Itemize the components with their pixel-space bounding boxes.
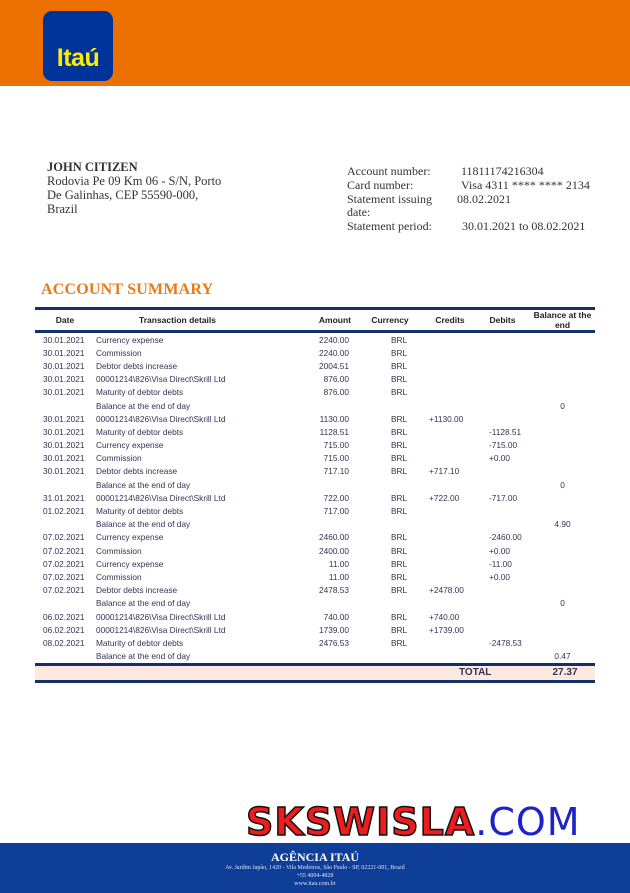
cell-debits: -2460.00: [489, 532, 522, 543]
total-row: [35, 666, 595, 680]
transaction-row: [35, 333, 595, 346]
card-number-value: Visa 4311 **** **** 2134: [461, 177, 590, 192]
cell-balance: 0.47: [554, 651, 571, 662]
cell-credits: +2478.00: [429, 585, 464, 596]
cell-date: 07.02.2021: [43, 545, 85, 556]
cell-details: Commission: [96, 453, 142, 464]
footer-agency-name: AGÊNCIA ITAÚ: [270, 850, 360, 864]
account-number-label: Account number:: [347, 164, 431, 178]
customer-address-line-3: Brazil: [47, 202, 78, 216]
cell-credits: [425, 557, 475, 570]
cell-amount: 717.00: [323, 506, 349, 517]
cell-balance: [530, 373, 595, 386]
cell-debits: [475, 465, 530, 478]
cell-details: Debtor debts increase: [96, 360, 178, 371]
cell-currency: BRL: [391, 360, 408, 371]
cell-debits: [475, 399, 530, 412]
cell-amount: 1130.00: [319, 413, 349, 424]
cell-amount: 11.00: [328, 571, 349, 582]
cell-details: Commission: [96, 571, 142, 582]
cell-debits: [475, 478, 530, 491]
cell-details: Balance at the end of day: [96, 598, 191, 609]
cell-currency: BRL: [391, 387, 408, 398]
cell-credits: [425, 386, 475, 399]
cell-credits: [425, 439, 475, 452]
card-number-row: [347, 179, 590, 193]
cell-credits: [425, 504, 475, 517]
cell-details: Maturity of debtor debts: [96, 387, 184, 398]
cell-balance: [530, 531, 595, 544]
transaction-row: [35, 465, 595, 478]
transaction-row: [35, 531, 595, 544]
cell-balance: [530, 504, 595, 517]
footer-website[interactable]: www.itau.com.br: [294, 881, 336, 887]
cell-date: 07.02.2021: [43, 558, 85, 569]
cell-credits: +740.00: [429, 611, 460, 622]
column-header-credits: Credits: [435, 315, 465, 325]
itau-logo: [43, 11, 113, 81]
cell-debits: [475, 346, 530, 359]
column-header-details: Transaction details: [139, 315, 216, 325]
cell-currency: BRL: [391, 440, 408, 451]
cell-credits: [425, 346, 475, 359]
account-summary-title: ACCOUNT SUMMARY: [41, 281, 214, 298]
cell-amount: [260, 597, 355, 610]
cell-credits: [425, 597, 475, 610]
footer: [0, 843, 630, 893]
cell-debits: [475, 623, 530, 636]
cell-date: [35, 478, 95, 491]
cell-date: 07.02.2021: [43, 585, 85, 596]
cell-amount: 715.00: [323, 440, 349, 451]
balance-row: [35, 650, 595, 663]
transaction-row: [35, 425, 595, 438]
cell-credits: [425, 650, 475, 663]
cell-balance: 0: [560, 598, 565, 609]
cell-details: Currency expense: [96, 440, 164, 451]
cell-date: [35, 597, 95, 610]
cell-credits: +717.10: [429, 466, 460, 477]
cell-balance: [530, 425, 595, 438]
cell-details: Maturity of debtor debts: [96, 637, 184, 648]
table-bottom-rule: [35, 680, 595, 683]
cell-balance: [530, 346, 595, 359]
cell-currency: BRL: [391, 453, 408, 464]
cell-amount: 2476.53: [319, 637, 349, 648]
cell-amount: 2004.51: [319, 360, 349, 371]
column-header-currency: Currency: [371, 315, 409, 325]
cell-amount: 2240.00: [319, 347, 349, 358]
cell-balance: 0: [560, 479, 565, 490]
cell-details: Maturity of debtor debts: [96, 506, 184, 517]
watermark: [246, 800, 581, 844]
transactions-table: [35, 310, 595, 330]
cell-currency: [355, 597, 425, 610]
customer-name: JOHN CITIZEN: [47, 160, 138, 174]
cell-credits: +722.00: [429, 492, 460, 503]
cell-currency: BRL: [391, 558, 408, 569]
cell-date: 08.02.2021: [43, 637, 85, 648]
cell-details: Balance at the end of day: [96, 651, 191, 662]
account-info-block: [347, 165, 590, 234]
cell-details: Currency expense: [96, 532, 164, 543]
column-header-amount: Amount: [318, 315, 351, 325]
cell-debits: -717.00: [489, 492, 518, 503]
cell-credits: [425, 399, 475, 412]
card-number-label: Card number:: [347, 177, 414, 192]
cell-amount: 2240.00: [319, 334, 349, 345]
cell-currency: BRL: [391, 571, 408, 582]
cell-amount: 1128.51: [319, 426, 349, 437]
statement-period-row: [347, 220, 590, 234]
cell-details: 00001214\826\Visa Direct\Skrill Ltd: [96, 611, 226, 622]
cell-date: 01.02.2021: [43, 506, 85, 517]
transaction-row: [35, 412, 595, 425]
cell-currency: [355, 399, 425, 412]
transaction-row: [35, 584, 595, 597]
column-header-debits: Debits: [489, 315, 516, 325]
cell-currency: [355, 478, 425, 491]
cell-debits: [475, 386, 530, 399]
cell-balance: [530, 359, 595, 372]
cell-balance: [530, 610, 595, 623]
cell-currency: BRL: [391, 374, 408, 385]
transaction-row: [35, 386, 595, 399]
cell-amount: [260, 478, 355, 491]
cell-currency: BRL: [391, 585, 408, 596]
cell-debits: [475, 373, 530, 386]
cell-amount: 722.00: [323, 492, 349, 503]
cell-amount: 715.00: [323, 453, 349, 464]
cell-credits: [425, 636, 475, 649]
footer-phone: +55 4004-4828: [296, 873, 334, 879]
cell-debits: -715.00: [489, 440, 518, 451]
cell-debits: [475, 584, 530, 597]
cell-date: 30.01.2021: [43, 466, 85, 477]
cell-date: 06.02.2021: [43, 624, 85, 635]
transaction-row: [35, 610, 595, 623]
statement-period-value: 30.01.2021 to 08.02.2021: [462, 219, 586, 234]
cell-date: 30.01.2021: [43, 334, 85, 345]
cell-details: Balance at the end of day: [96, 519, 191, 530]
cell-date: 30.01.2021: [43, 413, 85, 424]
cell-credits: [425, 452, 475, 465]
cell-currency: BRL: [391, 426, 408, 437]
transaction-row: [35, 346, 595, 359]
cell-balance: [530, 439, 595, 452]
cell-amount: 2400.00: [319, 545, 349, 556]
customer-address-line-1: Rodovia Pe 09 Km 06 - S/N, Porto: [47, 174, 222, 188]
cell-amount: [260, 399, 355, 412]
transaction-row: [35, 557, 595, 570]
cell-currency: BRL: [391, 334, 408, 345]
cell-details: Balance at the end of day: [96, 400, 191, 411]
cell-balance: [530, 636, 595, 649]
cell-balance: [530, 570, 595, 583]
cell-amount: 2478.53: [319, 585, 349, 596]
cell-details: 00001214\826\Visa Direct\Skrill Ltd: [96, 624, 226, 635]
cell-details: 00001214\826\Visa Direct\Skrill Ltd: [96, 374, 226, 385]
balance-row: [35, 399, 595, 412]
cell-details: Debtor debts increase: [96, 466, 178, 477]
cell-balance: 0: [560, 400, 565, 411]
customer-address-line-2: De Galinhas, CEP 55590-000,: [47, 188, 199, 202]
cell-amount: 876.00: [323, 374, 349, 385]
cell-debits: [475, 610, 530, 623]
cell-debits: -2478.53: [489, 637, 522, 648]
cell-amount: [260, 518, 355, 531]
cell-date: 07.02.2021: [43, 532, 85, 543]
header-bar: [0, 0, 630, 86]
cell-balance: [530, 465, 595, 478]
cell-debits: [475, 597, 530, 610]
cell-balance: [530, 544, 595, 557]
cell-debits: [475, 650, 530, 663]
transaction-row: [35, 359, 595, 372]
cell-amount: 876.00: [323, 387, 349, 398]
cell-balance: [530, 386, 595, 399]
transaction-row: [35, 570, 595, 583]
cell-date: [35, 518, 95, 531]
transaction-row: [35, 439, 595, 452]
cell-credits: +1739.00: [429, 624, 464, 635]
column-header-date: Date: [55, 315, 75, 325]
cell-date: 30.01.2021: [43, 347, 85, 358]
cell-credits: [425, 333, 475, 346]
cell-currency: [355, 650, 425, 663]
cell-currency: BRL: [391, 506, 408, 517]
cell-date: 31.01.2021: [43, 492, 85, 503]
cell-amount: 11.00: [328, 558, 349, 569]
cell-details: Maturity of debtor debts: [96, 426, 184, 437]
table-header-row: [35, 310, 595, 330]
issuing-date-value: 08.02.2021: [457, 191, 511, 206]
cell-debits: -11.00: [489, 558, 512, 569]
cell-date: 30.01.2021: [43, 440, 85, 451]
cell-credits: [425, 425, 475, 438]
cell-balance: [530, 491, 595, 504]
cell-amount: 1739.00: [319, 624, 349, 635]
transactions-body: [35, 333, 595, 663]
cell-currency: BRL: [391, 611, 408, 622]
watermark-text-blue: .COM: [475, 800, 581, 844]
cell-credits: [425, 373, 475, 386]
account-summary-table: [35, 307, 595, 683]
cell-amount: 2460.00: [319, 532, 349, 543]
cell-debits: +0.00: [489, 571, 510, 582]
watermark-text-red: SKSWISLA: [246, 800, 476, 844]
cell-currency: BRL: [391, 466, 408, 477]
cell-debits: [475, 412, 530, 425]
cell-amount: 740.00: [323, 611, 349, 622]
cell-credits: [425, 531, 475, 544]
cell-balance: [530, 412, 595, 425]
cell-currency: BRL: [391, 532, 408, 543]
cell-date: 07.02.2021: [43, 571, 85, 582]
cell-amount: 717.10: [323, 466, 349, 477]
cell-currency: BRL: [391, 492, 408, 503]
cell-date: [35, 399, 95, 412]
cell-date: 06.02.2021: [43, 611, 85, 622]
cell-date: [35, 650, 95, 663]
cell-balance: [530, 452, 595, 465]
cell-currency: BRL: [391, 413, 408, 424]
cell-details: Currency expense: [96, 558, 164, 569]
cell-credits: [425, 478, 475, 491]
cell-details: Currency expense: [96, 334, 164, 345]
column-header-balance: Balance at the end: [533, 310, 592, 330]
total-label: TOTAL: [459, 667, 492, 679]
issuing-date-row: [347, 193, 590, 221]
cell-credits: +1130.00: [429, 413, 464, 424]
cell-credits: [425, 518, 475, 531]
cell-credits: [425, 570, 475, 583]
transaction-row: [35, 491, 595, 504]
cell-details: 00001214\826\Visa Direct\Skrill Ltd: [96, 492, 226, 503]
cell-details: 00001214\826\Visa Direct\Skrill Ltd: [96, 413, 226, 424]
cell-details: Commission: [96, 545, 142, 556]
cell-date: 30.01.2021: [43, 360, 85, 371]
cell-debits: [475, 504, 530, 517]
cell-currency: [355, 518, 425, 531]
cell-date: 30.01.2021: [43, 387, 85, 398]
footer-address: Av. Jardim Japão, 1420 - Vila Medeiros, São Paulo - SP, 02221-001, Brazil: [225, 865, 405, 871]
balance-row: [35, 597, 595, 610]
balance-row: [35, 478, 595, 491]
logo-text: Itaú: [56, 44, 100, 72]
statement-period-label: Statement period:: [347, 219, 432, 234]
cell-balance: [530, 584, 595, 597]
transaction-row: [35, 544, 595, 557]
cell-debits: [475, 518, 530, 531]
cell-balance: [530, 557, 595, 570]
cell-currency: BRL: [391, 347, 408, 358]
total-value: 27.37: [552, 667, 578, 679]
cell-debits: [475, 359, 530, 372]
cell-balance: 4.90: [554, 519, 571, 530]
cell-details: Debtor debts increase: [96, 585, 178, 596]
cell-debits: +0.00: [489, 453, 510, 464]
cell-balance: [530, 333, 595, 346]
cell-debits: +0.00: [489, 545, 510, 556]
cell-debits: [475, 333, 530, 346]
account-number-value: 11811174216304: [461, 164, 544, 178]
transaction-row: [35, 373, 595, 386]
cell-amount: [260, 650, 355, 663]
transaction-row: [35, 623, 595, 636]
cell-details: Commission: [96, 347, 142, 358]
cell-balance: [530, 623, 595, 636]
cell-date: 30.01.2021: [43, 453, 85, 464]
cell-debits: -1128.51: [489, 426, 522, 437]
transaction-row: [35, 636, 595, 649]
cell-currency: BRL: [391, 624, 408, 635]
cell-currency: BRL: [391, 545, 408, 556]
transaction-row: [35, 452, 595, 465]
customer-address-block: [47, 160, 221, 216]
issuing-date-label: Statement issuing date:: [347, 191, 432, 220]
cell-credits: [425, 544, 475, 557]
transaction-row: [35, 504, 595, 517]
balance-row: [35, 518, 595, 531]
cell-credits: [425, 359, 475, 372]
cell-date: 30.01.2021: [43, 426, 85, 437]
cell-currency: BRL: [391, 637, 408, 648]
cell-details: Balance at the end of day: [96, 479, 191, 490]
cell-date: 30.01.2021: [43, 374, 85, 385]
account-number-row: [347, 165, 590, 179]
